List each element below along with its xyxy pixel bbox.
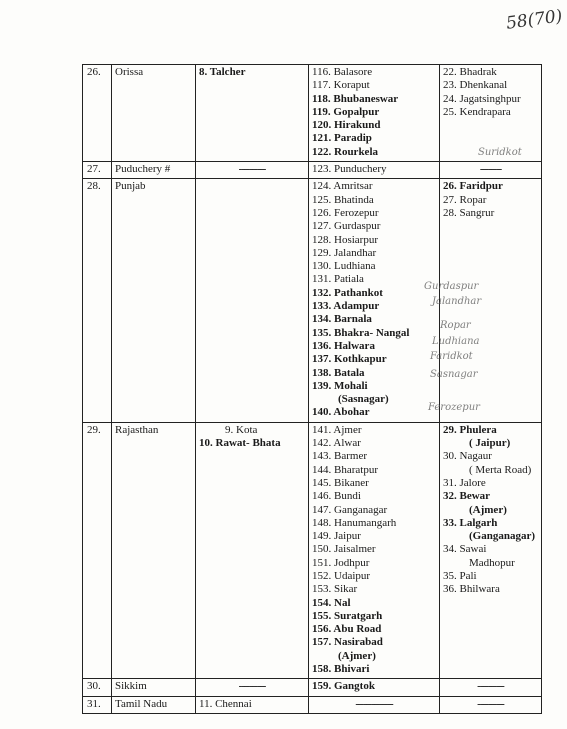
list-item: 117. Koraput xyxy=(312,79,370,92)
handwritten-note-halwara: Ludhiana xyxy=(432,336,480,347)
state-name-cell: Tamil Nadu xyxy=(112,696,196,713)
list-item: 116. Balasore xyxy=(312,66,373,78)
col5-cell xyxy=(440,422,542,679)
list-item: 157. Nasirabad xyxy=(312,636,383,649)
district-table xyxy=(82,64,542,714)
list-item: 24. Jagatsinghpur xyxy=(443,92,521,105)
serial-number-cell: 27. xyxy=(83,162,112,179)
list-item: 33. Lalgarh xyxy=(443,516,498,529)
page-number-mark: 58(70) xyxy=(504,6,564,34)
list-item: 133. Adampur xyxy=(312,300,380,313)
list-item: 137. Kothkapur xyxy=(312,353,387,366)
list-item: 126. Ferozepur xyxy=(312,206,379,219)
list-item: 128. Hosiarpur xyxy=(312,233,378,246)
handwritten-note-adampur: Jalandhar xyxy=(432,296,482,307)
list-item: ---------- xyxy=(477,680,504,693)
state-name-cell: Rajasthan xyxy=(112,422,196,679)
list-item: 145. Bikaner xyxy=(312,476,369,489)
list-item: 125. Bhatinda xyxy=(312,193,374,206)
list-item: 141. Ajmer xyxy=(312,423,362,436)
list-item: 131. Patiala xyxy=(312,273,364,286)
list-item: 147. Ganganagar xyxy=(312,503,388,516)
state-name-cell: Orissa xyxy=(112,65,196,162)
list-item: -------- xyxy=(479,163,502,176)
handwritten-note-pathankot: Gurdaspur xyxy=(424,281,479,292)
list-item: 36. Bhilwara xyxy=(443,583,500,596)
list-item: 146. Bundi xyxy=(312,490,361,503)
serial-number-cell: 29. xyxy=(83,422,112,679)
list-item: ( Jaipur) xyxy=(469,437,511,450)
list-item: 140. Abohar xyxy=(312,406,370,419)
list-item: 35. Pali xyxy=(443,569,477,582)
list-item: 23. Dhenkanal xyxy=(443,79,508,92)
list-item: 156. Abu Road xyxy=(312,623,382,636)
list-item: 159. Gangtok xyxy=(312,680,375,693)
list-item: 158. Bhivari xyxy=(312,663,370,676)
serial-number-cell: 30. xyxy=(83,679,112,696)
handwritten-note-rourkela: Suridkot xyxy=(478,147,522,158)
list-item: ---------- xyxy=(477,697,504,710)
list-item: 139. Mohali xyxy=(312,379,368,392)
list-item: 127. Gurdaspur xyxy=(312,220,381,233)
list-item: ---------- xyxy=(238,163,266,176)
list-item: 10. Rawat- Bhata xyxy=(199,437,281,450)
serial-number-cell: 31. xyxy=(83,696,112,713)
list-item: (Ganganagar) xyxy=(469,530,535,543)
list-item: 34. Sawai xyxy=(443,543,487,556)
list-item: 121. Paradip xyxy=(312,132,372,145)
serial-number-cell: 26. xyxy=(83,65,112,162)
list-item: 28. Sangrur xyxy=(443,206,495,219)
col4-cell xyxy=(309,179,440,422)
list-item: (Ajmer) xyxy=(469,503,507,516)
list-item: 149. Jaipur xyxy=(312,530,361,543)
list-item: 136. Halwara xyxy=(312,339,375,352)
list-item: 143. Barmer xyxy=(312,450,367,463)
col4-cell xyxy=(309,162,440,179)
list-item: 148. Hanumangarh xyxy=(312,516,397,529)
col3-cell xyxy=(196,696,309,713)
list-item: 8. Talcher xyxy=(199,66,246,78)
list-item: 29. Phulera xyxy=(443,423,497,436)
list-item: 154. Nal xyxy=(312,596,351,609)
list-item: 32. Bewar xyxy=(443,490,491,503)
table-row xyxy=(83,65,542,162)
table-body xyxy=(83,65,542,714)
list-item: ( Merta Road) xyxy=(469,463,532,476)
table-row xyxy=(83,696,542,713)
list-item: 150. Jaisalmer xyxy=(312,543,376,556)
list-item: 22. Bhadrak xyxy=(443,66,497,78)
list-item: 124. Amritsar xyxy=(312,180,373,193)
col4-cell xyxy=(309,679,440,696)
list-item: 134. Barnala xyxy=(312,313,372,326)
state-name-cell: Sikkim xyxy=(112,679,196,696)
list-item: 30. Nagaur xyxy=(443,450,492,463)
list-item: 118. Bhubaneswar xyxy=(312,92,399,105)
list-item: 11. Chennai xyxy=(199,697,252,710)
col4-cell xyxy=(309,65,440,162)
list-item: 31. Jalore xyxy=(443,476,486,489)
list-item: 25. Kendrapara xyxy=(443,105,511,118)
list-item: 155. Suratgarh xyxy=(312,609,383,622)
list-item: 132. Pathankot xyxy=(312,286,383,299)
list-item: 142. Alwar xyxy=(312,437,361,450)
list-item: 130. Ludhiana xyxy=(312,260,376,273)
list-item: 122. Rourkela xyxy=(312,145,378,158)
col3-cell xyxy=(196,162,309,179)
list-item: -------------- xyxy=(355,697,393,710)
list-item: 144. Bharatpur xyxy=(312,463,378,476)
col5-cell xyxy=(440,679,542,696)
list-item: 129. Jalandhar xyxy=(312,246,377,259)
list-item: 26. Faridpur xyxy=(443,180,503,193)
state-name-cell: Puduchery # xyxy=(112,162,196,179)
list-item: (Sasnagar) xyxy=(338,393,389,406)
col5-cell xyxy=(440,162,542,179)
list-item: Madhopur xyxy=(469,556,515,569)
list-item: 135. Bhakra- Nangal xyxy=(312,326,410,339)
list-item: 123. Punduchery xyxy=(312,163,387,176)
list-item: 9. Kota xyxy=(225,423,258,436)
col4-cell xyxy=(309,696,440,713)
list-item: ---------- xyxy=(238,680,266,693)
col3-cell xyxy=(196,679,309,696)
table-row xyxy=(83,679,542,696)
state-name-cell: Punjab xyxy=(112,179,196,422)
list-item: 27. Ropar xyxy=(443,193,487,206)
handwritten-note-abohar: Ferozepur xyxy=(428,402,480,413)
table-row xyxy=(83,422,542,679)
serial-number-cell: 28. xyxy=(83,179,112,422)
list-item: 138. Batala xyxy=(312,366,365,379)
col3-cell xyxy=(196,179,309,422)
table-row xyxy=(83,162,542,179)
col3-cell xyxy=(196,422,309,679)
handwritten-note-kothkapur: Faridkot xyxy=(430,351,473,362)
list-item: 153. Sikar xyxy=(312,583,358,596)
handwritten-note-mohali: Sasnagar xyxy=(430,369,478,380)
list-item: 152. Udaipur xyxy=(312,569,371,582)
handwritten-note-bhakra: Ropar xyxy=(440,320,471,331)
list-item: 120. Hirakund xyxy=(312,119,381,132)
list-item: 119. Gopalpur xyxy=(312,105,380,118)
list-item: 151. Jodhpur xyxy=(312,556,370,569)
list-item: (Ajmer) xyxy=(338,649,376,662)
col3-cell xyxy=(196,65,309,162)
col5-cell xyxy=(440,696,542,713)
col4-cell xyxy=(309,422,440,679)
